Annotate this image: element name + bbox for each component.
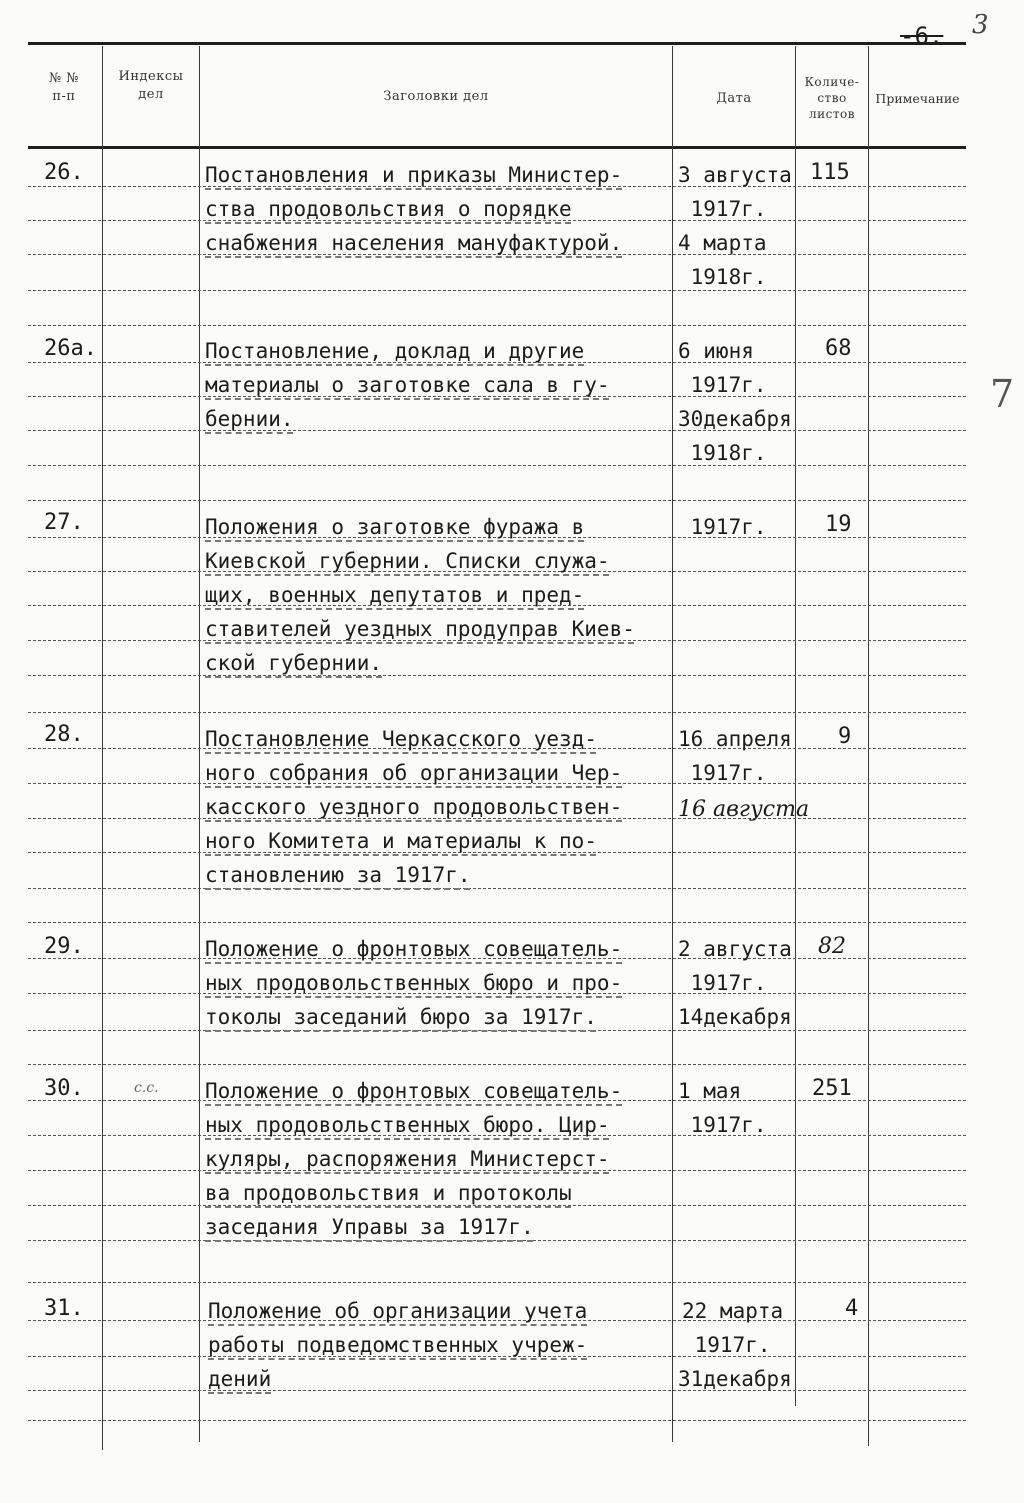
row-index: с.с. xyxy=(134,1080,159,1096)
header-sheets: Количе- ство листов xyxy=(804,75,860,121)
corner-number: 3 xyxy=(972,10,989,40)
row-date-to: 31декабря xyxy=(678,1367,792,1391)
line-rule xyxy=(28,500,966,501)
row-title: Постановления и приказы Министер- ства продовольствия о порядке снабжения населения мануфактурой. xyxy=(205,163,623,255)
row-date-to: 30декабря 1918г. xyxy=(678,407,792,465)
row-sheets: 4 xyxy=(845,1296,859,1321)
header-note: Примечание xyxy=(875,91,960,106)
row-date-from: 1 мая 1917г. xyxy=(678,1079,767,1137)
row-title: Положение о фронтовых совещатель- ных продовольственных бюро и про- токолы заседаний бюро за 1917г. xyxy=(205,937,623,1029)
row-sheets: 9 xyxy=(838,724,852,749)
line-rule xyxy=(28,290,966,291)
row-date-from: 2 августа 1917г. xyxy=(678,937,792,995)
line-rule xyxy=(28,1282,966,1283)
row-title: Положение о фронтовых совещатель- ных продовольственных бюро. Цир- куляры, распоряжения Министерст- ва продовольствия и протоколы заседания Управы за 1917г. xyxy=(205,1079,623,1239)
row-number: 29. xyxy=(44,934,84,959)
column-divider xyxy=(795,46,796,1406)
top-rule xyxy=(28,42,966,45)
header-date: Дата xyxy=(716,91,752,106)
row-number: 28. xyxy=(44,722,84,747)
row-number: 26а. xyxy=(44,336,97,361)
line-rule xyxy=(28,325,966,326)
row-number: 30. xyxy=(44,1076,84,1101)
row-date-from: 16 апреля 1917г. xyxy=(678,727,792,785)
line-rule xyxy=(28,922,966,923)
column-divider xyxy=(868,46,869,1446)
row-sheets: 19 xyxy=(825,512,852,537)
column-divider xyxy=(199,46,200,1442)
line-rule xyxy=(28,712,966,713)
line-rule xyxy=(28,1420,966,1421)
row-sheets: 115 xyxy=(810,160,850,185)
row-date-to: 14декабря xyxy=(678,1005,792,1029)
header-index: Индексы дел xyxy=(118,69,184,102)
row-title: Положение об организации учета работы подведомственных учреж- дений xyxy=(208,1299,588,1391)
row-title: Положения о заготовке фуража в Киевской губернии. Списки служа- щих, военных депутатов и пред- ставителей уездных продуправ Киев- ской губернии. xyxy=(205,515,635,675)
row-date-from: 6 июня 1917г. xyxy=(678,339,767,397)
header-number: № № п-п xyxy=(48,71,80,104)
row-date-to-cell xyxy=(678,792,809,827)
row-sheets: 82 xyxy=(818,934,846,959)
row-title: Постановление, доклад и другие материалы о заготовке сала в гу- бернии. xyxy=(205,339,610,431)
row-date-to: 4 марта 1918г. xyxy=(678,231,767,289)
row-date-from: 22 марта 1917г. xyxy=(682,1299,784,1357)
row-date-from: 1917г. xyxy=(678,515,767,539)
line-rule xyxy=(28,465,966,466)
row-number: 31. xyxy=(44,1296,84,1321)
row-sheets: 251 xyxy=(812,1076,852,1101)
row-number: 27. xyxy=(44,510,84,535)
row-number: 26. xyxy=(44,160,84,185)
header-rule xyxy=(28,146,966,149)
page-number: -6. xyxy=(900,22,944,50)
row-title: Постановление Черкасского уезд- ного собрания об организации Чер- касского уездного продовольствен- ного Комитета и материалы к по- становлению за 1917г. xyxy=(205,727,623,887)
margin-mark: 7 xyxy=(990,372,1015,416)
row-date-to: 16 августа xyxy=(678,797,810,822)
header-title: Заголовки дел xyxy=(383,89,489,104)
row-sheets: 68 xyxy=(825,336,852,361)
row-date-from: 3 августа 1917г. xyxy=(678,163,792,221)
column-divider xyxy=(672,46,673,1442)
line-rule xyxy=(28,1064,966,1065)
